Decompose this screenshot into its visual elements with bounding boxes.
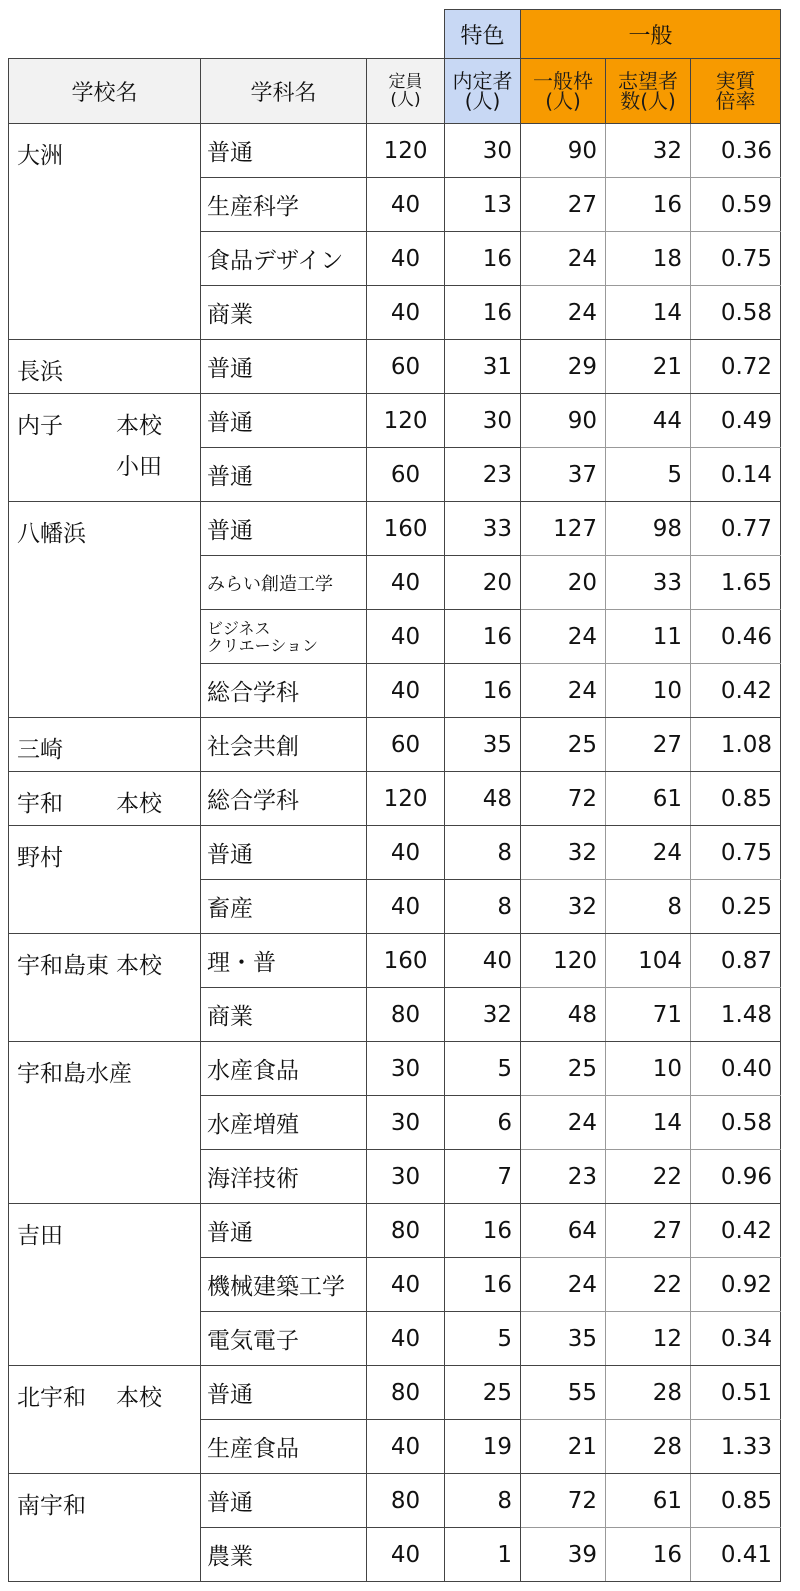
dept-cell: ビジネス クリエーション [201, 610, 367, 664]
naitei-cell: 5 [445, 1042, 521, 1096]
ippan-waku-cell: 23 [521, 1150, 606, 1204]
table-row [9, 232, 781, 286]
ratio-cell: 0.46 [691, 610, 781, 664]
campus-name: 小田 [116, 453, 162, 480]
school-cell [9, 394, 201, 448]
naitei-cell: 20 [445, 556, 521, 610]
dept-cell: 普通 [201, 826, 367, 880]
ippan-waku-cell: 29 [521, 340, 606, 394]
ratio-cell: 1.33 [691, 1420, 781, 1474]
shibou-cell: 21 [606, 340, 691, 394]
school-name: 大洲 [17, 143, 63, 169]
capacity-cell: 160 [367, 502, 445, 556]
table-row [9, 286, 781, 340]
school-name: 北宇和 [17, 1385, 86, 1411]
column-header-row [9, 59, 781, 124]
school-cell [9, 772, 201, 826]
capacity-cell: 60 [367, 448, 445, 502]
ratio-cell: 0.77 [691, 502, 781, 556]
ippan-waku-cell: 55 [521, 1366, 606, 1420]
shibou-cell: 10 [606, 664, 691, 718]
school-cell [9, 1366, 201, 1420]
ippan-waku-cell: 37 [521, 448, 606, 502]
naitei-cell: 16 [445, 1204, 521, 1258]
capacity-cell: 40 [367, 1420, 445, 1474]
col-header-ratio: 実質 倍率 [691, 59, 781, 124]
shibou-cell: 22 [606, 1258, 691, 1312]
school-cell [9, 556, 201, 610]
naitei-cell: 35 [445, 718, 521, 772]
shibou-cell: 16 [606, 178, 691, 232]
ratio-cell: 0.14 [691, 448, 781, 502]
dept-cell: 畜産 [201, 880, 367, 934]
dept-cell: 機械建築工学 [201, 1258, 367, 1312]
school-cell [9, 1042, 201, 1096]
ratio-cell: 1.48 [691, 988, 781, 1042]
dept-cell: 普通 [201, 448, 367, 502]
dept-cell: 普通 [201, 1474, 367, 1528]
naitei-cell: 1 [445, 1528, 521, 1582]
dept-cell: 普通 [201, 502, 367, 556]
shibou-cell: 98 [606, 502, 691, 556]
school-cell [9, 340, 201, 394]
campus-name: 本校 [116, 413, 162, 439]
ippan-waku-cell: 24 [521, 1258, 606, 1312]
naitei-cell: 48 [445, 772, 521, 826]
dept-cell: 普通 [201, 394, 367, 448]
ratio-cell: 0.85 [691, 1474, 781, 1528]
capacity-cell: 40 [367, 826, 445, 880]
ippan-waku-cell: 64 [521, 1204, 606, 1258]
school-cell [9, 610, 201, 664]
ippan-waku-cell: 39 [521, 1528, 606, 1582]
table-row [9, 448, 781, 502]
dept-cell: 社会共創 [201, 718, 367, 772]
capacity-cell: 40 [367, 880, 445, 934]
shibou-cell: 24 [606, 826, 691, 880]
col-header-naitei: 内定者 (人) [445, 59, 521, 124]
school-name: 三崎 [17, 737, 63, 763]
naitei-cell: 6 [445, 1096, 521, 1150]
ratio-cell: 0.58 [691, 286, 781, 340]
shibou-cell: 5 [606, 448, 691, 502]
capacity-cell: 40 [367, 178, 445, 232]
col-header-ippan-waku: 一般枠 (人) [521, 59, 606, 124]
dept-cell: 海洋技術 [201, 1150, 367, 1204]
campus-name: 本校 [116, 953, 162, 979]
dept-cell: 農業 [201, 1528, 367, 1582]
capacity-cell: 60 [367, 340, 445, 394]
naitei-cell: 33 [445, 502, 521, 556]
school-cell [9, 1204, 201, 1258]
naitei-cell: 8 [445, 1474, 521, 1528]
naitei-cell: 5 [445, 1312, 521, 1366]
naitei-cell: 25 [445, 1366, 521, 1420]
school-cell [9, 988, 201, 1042]
capacity-cell: 80 [367, 1204, 445, 1258]
naitei-cell: 16 [445, 286, 521, 340]
school-name: 吉田 [17, 1223, 63, 1249]
ippan-waku-cell: 32 [521, 826, 606, 880]
capacity-cell: 30 [367, 1150, 445, 1204]
capacity-cell: 40 [367, 556, 445, 610]
campus-name: 本校 [116, 1385, 162, 1411]
school-cell [9, 826, 201, 880]
ippan-waku-cell: 27 [521, 178, 606, 232]
capacity-cell: 40 [367, 1528, 445, 1582]
capacity-cell: 80 [367, 988, 445, 1042]
shibou-cell: 33 [606, 556, 691, 610]
table-row [9, 826, 781, 880]
shibou-cell: 61 [606, 772, 691, 826]
ratio-cell: 1.65 [691, 556, 781, 610]
dept-cell: 水産食品 [201, 1042, 367, 1096]
naitei-cell: 23 [445, 448, 521, 502]
ratio-cell: 0.75 [691, 232, 781, 286]
capacity-cell: 40 [367, 610, 445, 664]
school-cell [9, 124, 201, 178]
ippan-waku-cell: 120 [521, 934, 606, 988]
col-header-dept: 学科名 [201, 59, 367, 124]
ratio-cell: 0.58 [691, 1096, 781, 1150]
shibou-cell: 10 [606, 1042, 691, 1096]
ratio-cell: 0.51 [691, 1366, 781, 1420]
capacity-cell: 30 [367, 1042, 445, 1096]
table-row [9, 1474, 781, 1528]
col-header-school: 学校名 [9, 59, 201, 124]
ratio-cell: 0.40 [691, 1042, 781, 1096]
table-row [9, 1042, 781, 1096]
dept-cell: 普通 [201, 1366, 367, 1420]
table-row [9, 664, 781, 718]
ippan-waku-cell: 24 [521, 286, 606, 340]
dept-cell: みらい創造工学 [201, 556, 367, 610]
dept-cell: 商業 [201, 286, 367, 340]
ippan-waku-cell: 48 [521, 988, 606, 1042]
school-cell [9, 286, 201, 340]
shibou-cell: 14 [606, 1096, 691, 1150]
naitei-cell: 8 [445, 826, 521, 880]
dept-cell: 商業 [201, 988, 367, 1042]
shibou-cell: 14 [606, 286, 691, 340]
table-row [9, 1204, 781, 1258]
table-row [9, 340, 781, 394]
ratio-cell: 0.92 [691, 1258, 781, 1312]
naitei-cell: 30 [445, 394, 521, 448]
table-row [9, 502, 781, 556]
capacity-cell: 160 [367, 934, 445, 988]
capacity-cell: 60 [367, 718, 445, 772]
ratio-cell: 0.41 [691, 1528, 781, 1582]
shibou-cell: 44 [606, 394, 691, 448]
ippan-waku-cell: 21 [521, 1420, 606, 1474]
naitei-cell: 16 [445, 1258, 521, 1312]
ratio-cell: 0.85 [691, 772, 781, 826]
shibou-cell: 27 [606, 718, 691, 772]
table-row [9, 610, 781, 664]
ippan-waku-cell: 72 [521, 772, 606, 826]
capacity-cell: 80 [367, 1366, 445, 1420]
ippan-waku-cell: 32 [521, 880, 606, 934]
ippan-waku-cell: 24 [521, 1096, 606, 1150]
school-name: 宇和 [17, 791, 63, 817]
table-row [9, 1096, 781, 1150]
school-name: 長浜 [17, 359, 63, 385]
col-header-capacity: 定員 (人) [367, 59, 445, 124]
dept-cell: 総合学科 [201, 772, 367, 826]
shibou-cell: 104 [606, 934, 691, 988]
dept-cell: 食品デザイン [201, 232, 367, 286]
ratio-cell: 0.96 [691, 1150, 781, 1204]
school-cell [9, 664, 201, 718]
shibou-cell: 22 [606, 1150, 691, 1204]
naitei-cell: 19 [445, 1420, 521, 1474]
school-name: 宇和島水産 [17, 1061, 132, 1087]
dept-cell: 生産食品 [201, 1420, 367, 1474]
table-body [9, 124, 781, 1582]
school-cell [9, 1258, 201, 1312]
ratio-cell: 0.42 [691, 1204, 781, 1258]
table-row [9, 1312, 781, 1366]
shibou-cell: 11 [606, 610, 691, 664]
table-row [9, 1528, 781, 1582]
ippan-waku-cell: 90 [521, 124, 606, 178]
ratio-cell: 0.36 [691, 124, 781, 178]
school-cell [9, 1420, 201, 1474]
ratio-cell: 0.49 [691, 394, 781, 448]
table-row [9, 934, 781, 988]
shibou-cell: 16 [606, 1528, 691, 1582]
dept-cell: 総合学科 [201, 664, 367, 718]
shibou-cell: 28 [606, 1366, 691, 1420]
school-cell [9, 1528, 201, 1582]
naitei-cell: 16 [445, 610, 521, 664]
ippan-waku-cell: 25 [521, 718, 606, 772]
school-name: 八幡浜 [17, 521, 86, 547]
ratio-cell: 0.25 [691, 880, 781, 934]
naitei-cell: 7 [445, 1150, 521, 1204]
shibou-cell: 61 [606, 1474, 691, 1528]
ratio-cell: 0.42 [691, 664, 781, 718]
ippan-waku-cell: 72 [521, 1474, 606, 1528]
ippan-waku-cell: 127 [521, 502, 606, 556]
ippan-waku-cell: 24 [521, 664, 606, 718]
table-row [9, 1366, 781, 1420]
capacity-cell: 40 [367, 286, 445, 340]
ippan-waku-cell: 24 [521, 232, 606, 286]
dept-cell: 水産増殖 [201, 1096, 367, 1150]
header-spacer [9, 10, 445, 59]
ippan-waku-cell: 90 [521, 394, 606, 448]
naitei-cell: 30 [445, 124, 521, 178]
ippan-waku-cell: 24 [521, 610, 606, 664]
shibou-cell: 27 [606, 1204, 691, 1258]
capacity-cell: 40 [367, 664, 445, 718]
dept-cell: 電気電子 [201, 1312, 367, 1366]
capacity-cell: 120 [367, 394, 445, 448]
shibou-cell: 8 [606, 880, 691, 934]
table-row [9, 178, 781, 232]
admissions-table [8, 9, 781, 1582]
table-row [9, 880, 781, 934]
school-cell [9, 718, 201, 772]
shibou-cell: 28 [606, 1420, 691, 1474]
dept-cell: 普通 [201, 340, 367, 394]
school-name: 南宇和 [17, 1493, 86, 1519]
group-header-row [9, 10, 781, 59]
table-row [9, 1150, 781, 1204]
school-name: 内子 [17, 413, 63, 439]
naitei-cell: 13 [445, 178, 521, 232]
ratio-cell: 1.08 [691, 718, 781, 772]
school-cell [9, 232, 201, 286]
naitei-cell: 32 [445, 988, 521, 1042]
naitei-cell: 40 [445, 934, 521, 988]
naitei-cell: 31 [445, 340, 521, 394]
school-cell [9, 1312, 201, 1366]
table-row [9, 556, 781, 610]
capacity-cell: 120 [367, 772, 445, 826]
ratio-cell: 0.87 [691, 934, 781, 988]
school-cell [9, 448, 201, 502]
school-cell [9, 178, 201, 232]
col-header-shibou: 志望者 数(人) [606, 59, 691, 124]
capacity-cell: 40 [367, 232, 445, 286]
school-cell [9, 934, 201, 988]
dept-cell: 普通 [201, 1204, 367, 1258]
ippan-waku-cell: 35 [521, 1312, 606, 1366]
capacity-cell: 40 [367, 1258, 445, 1312]
school-cell [9, 502, 201, 556]
table-row [9, 394, 781, 448]
ippan-waku-cell: 20 [521, 556, 606, 610]
capacity-cell: 30 [367, 1096, 445, 1150]
school-cell [9, 1474, 201, 1528]
school-cell [9, 880, 201, 934]
table-row [9, 1258, 781, 1312]
ratio-cell: 0.72 [691, 340, 781, 394]
naitei-cell: 16 [445, 664, 521, 718]
campus-name: 本校 [116, 791, 162, 817]
table-row [9, 988, 781, 1042]
dept-cell: 普通 [201, 124, 367, 178]
ippan-waku-cell: 25 [521, 1042, 606, 1096]
school-cell [9, 1150, 201, 1204]
dept-cell: 生産科学 [201, 178, 367, 232]
table-row [9, 718, 781, 772]
ratio-cell: 0.75 [691, 826, 781, 880]
shibou-cell: 12 [606, 1312, 691, 1366]
capacity-cell: 120 [367, 124, 445, 178]
ratio-cell: 0.59 [691, 178, 781, 232]
naitei-cell: 8 [445, 880, 521, 934]
table-row [9, 124, 781, 178]
table-row [9, 1420, 781, 1474]
capacity-cell: 40 [367, 1312, 445, 1366]
dept-cell: 理・普 [201, 934, 367, 988]
group-header-ippan: 一般 [521, 10, 781, 59]
naitei-cell: 16 [445, 232, 521, 286]
ratio-cell: 0.34 [691, 1312, 781, 1366]
school-name: 野村 [17, 845, 63, 871]
school-cell [9, 1096, 201, 1150]
group-header-tokushoku: 特色 [445, 10, 521, 59]
table-row [9, 772, 781, 826]
shibou-cell: 32 [606, 124, 691, 178]
capacity-cell: 80 [367, 1474, 445, 1528]
shibou-cell: 71 [606, 988, 691, 1042]
school-name: 宇和島東 [17, 953, 109, 979]
shibou-cell: 18 [606, 232, 691, 286]
